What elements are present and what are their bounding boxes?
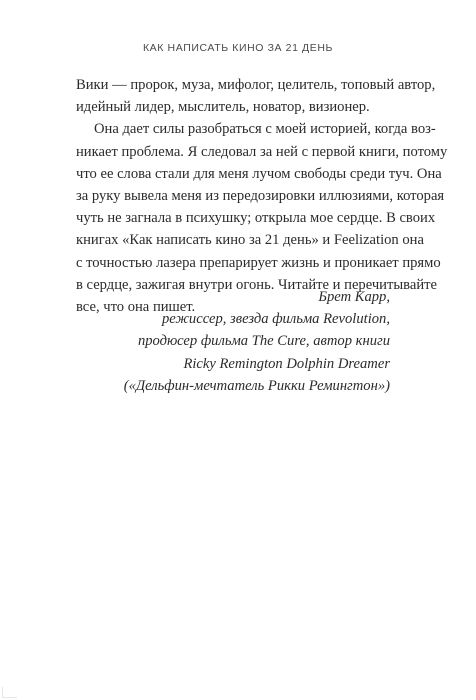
- page-corner-mark: [2, 687, 17, 698]
- text-line: идейный лидер, мыслитель, новатор, визионер.: [76, 99, 370, 116]
- text-line: чуть не загнала в психушку; открыла мое сердце. В своих: [76, 210, 436, 227]
- body-text: [76, 74, 448, 318]
- text-line: за руку вывела меня из передозировки иллюзиями, которая: [76, 188, 445, 205]
- paragraph-1: [76, 74, 436, 118]
- text-line: что ее слова стали для меня лучом свободы среди туч. Она: [76, 165, 442, 182]
- attribution-author: Брет Карр,: [318, 289, 390, 305]
- attribution-line: («Дельфин-мечтатель Рикки Ремингтон»): [123, 377, 390, 394]
- text-line: книгах «Как написать кино за 21 день» и Feelization она: [76, 232, 424, 249]
- text-line: Вики — пророк, муза, мифолог, целитель, топовый автор,: [76, 77, 436, 93]
- text-line: никает проблема. Я следовал за ней с первой книги, потому: [76, 143, 448, 160]
- attribution-line: Ricky Remington Dolphin Dreamer: [183, 355, 390, 372]
- text-line: Она дает силы разобраться с моей историей, когда воз-: [94, 121, 436, 138]
- running-header: КАК НАПИСАТЬ КИНО ЗА 21 ДЕНЬ: [142, 42, 334, 54]
- text-line: с точностью лазера препарирует жизнь и проникает прямо: [76, 254, 441, 271]
- attribution-line: режиссер, звезда фильма Revolution,: [161, 311, 390, 328]
- text-line: все, что она пишет.: [76, 299, 196, 316]
- attribution-line: продюсер фильма The Cure, автор книги: [137, 333, 390, 350]
- text-line: в сердце, зажигая внутри огонь. Читайте и перечитывайте: [76, 276, 438, 293]
- quote-attribution: [124, 286, 390, 397]
